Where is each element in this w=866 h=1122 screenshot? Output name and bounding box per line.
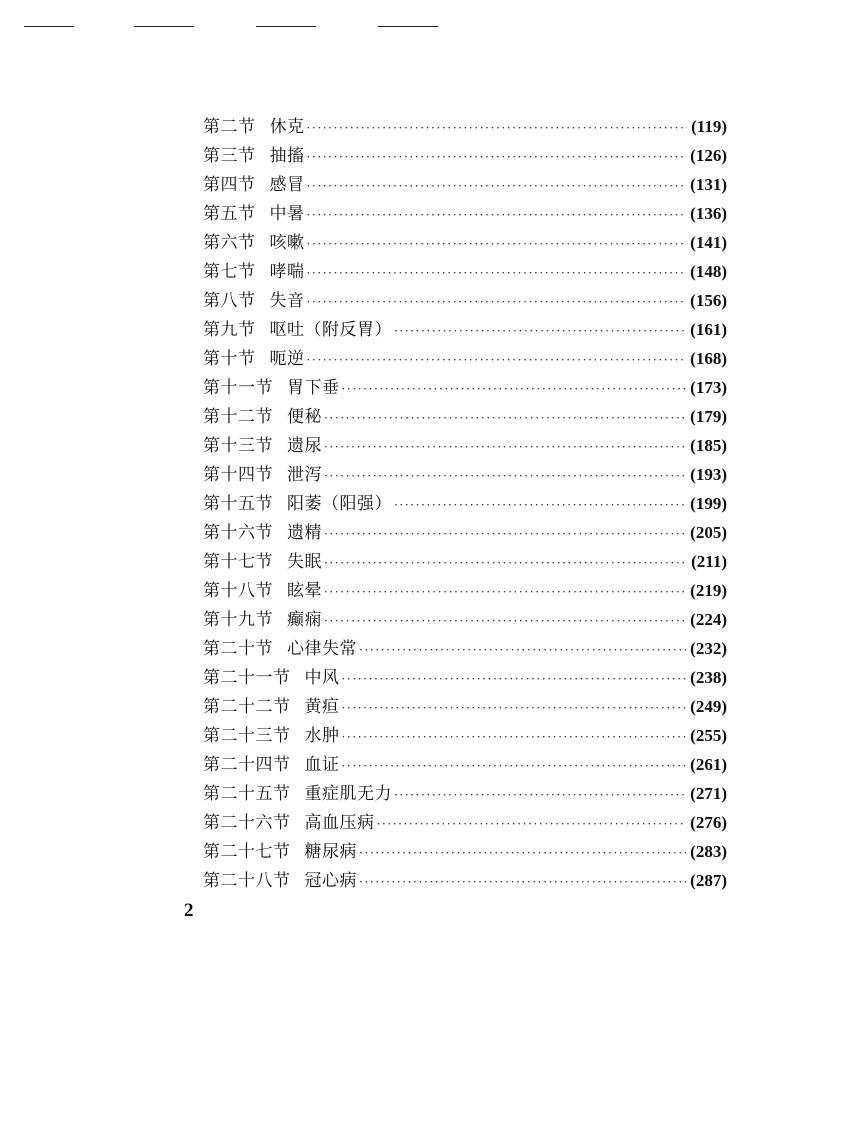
toc-dot-leader [394, 317, 686, 346]
toc-entry-title: 黄疸 [304, 697, 340, 717]
toc-page-number: (185) [690, 436, 727, 455]
toc-section-label: 第二十一节 [203, 668, 291, 688]
toc-entry-title: 感冒 [269, 175, 305, 195]
toc-page-number: (276) [690, 813, 727, 832]
toc-dot-leader [342, 375, 687, 404]
toc-entry-title: 胃下垂 [287, 378, 340, 398]
toc-entry-title: 咳嗽 [269, 233, 305, 253]
toc-entry [203, 721, 727, 750]
toc-section-label: 第二十四节 [203, 755, 291, 775]
toc-section-label: 第十节 [203, 349, 256, 369]
toc-dot-leader [324, 520, 686, 549]
toc-entry-title: 呕吐（附反胃） [269, 320, 392, 340]
toc-dot-leader [307, 259, 687, 288]
toc-entry [203, 634, 727, 663]
toc-page-number: (205) [690, 523, 727, 542]
toc-section-label: 第三节 [203, 146, 256, 166]
toc-section-label: 第十二节 [203, 407, 273, 427]
toc-section-label: 第二十二节 [203, 697, 291, 717]
toc-entry-title: 重症肌无力 [304, 784, 392, 804]
page-number: 2 [184, 900, 194, 921]
header-rule-1 [24, 26, 74, 27]
toc-section-label: 第二节 [203, 117, 256, 137]
toc-dot-leader [394, 491, 686, 520]
toc-entry [203, 199, 727, 228]
toc-entry [203, 402, 727, 431]
toc-dot-leader [377, 810, 687, 839]
toc-page-number: (261) [690, 755, 727, 774]
toc-entry-title: 抽搐 [269, 146, 305, 166]
toc-entry [203, 808, 727, 837]
toc-section-label: 第四节 [203, 175, 256, 195]
toc-entry [203, 866, 727, 895]
toc-dot-leader [359, 636, 686, 665]
toc-section-label: 第十四节 [203, 465, 273, 485]
toc-entry [203, 170, 727, 199]
toc-section-label: 第二十六节 [203, 813, 291, 833]
toc-section-label: 第二十节 [203, 639, 273, 659]
toc-dot-leader [324, 607, 686, 636]
toc-section-label: 第七节 [203, 262, 256, 282]
toc-page-number: (255) [690, 726, 727, 745]
toc-dot-leader [324, 404, 686, 433]
table-of-contents [203, 112, 727, 895]
toc-entry [203, 257, 727, 286]
toc-section-label: 第二十八节 [203, 871, 291, 891]
toc-dot-leader [307, 288, 687, 317]
toc-section-label: 第二十五节 [203, 784, 291, 804]
toc-entry-title: 高血压病 [304, 813, 375, 833]
toc-dot-leader [342, 752, 687, 781]
toc-dot-leader [359, 839, 686, 868]
toc-page-number: (126) [690, 146, 727, 165]
toc-entry [203, 663, 727, 692]
toc-entry-title: 眩晕 [287, 581, 322, 601]
toc-page-number: (283) [690, 842, 727, 861]
toc-entry-title: 中风 [304, 668, 340, 688]
toc-page-number: (141) [690, 233, 727, 252]
toc-section-label: 第十三节 [203, 436, 273, 456]
toc-page-number: (199) [690, 494, 727, 513]
toc-entry [203, 692, 727, 721]
toc-section-label: 第二十三节 [203, 726, 291, 746]
toc-entry-title: 遗尿 [287, 436, 322, 456]
toc-entry [203, 750, 727, 779]
toc-entry-title: 血证 [304, 755, 340, 775]
toc-entry-title: 失音 [269, 291, 305, 311]
toc-entry-title: 阳萎（阳强） [287, 494, 392, 514]
toc-entry [203, 547, 727, 576]
toc-page-number: (136) [690, 204, 727, 223]
toc-entry-title: 泄泻 [287, 465, 322, 485]
toc-page-number: (219) [690, 581, 727, 600]
toc-dot-leader [307, 201, 687, 230]
toc-dot-leader [324, 549, 687, 578]
toc-dot-leader [359, 868, 686, 897]
toc-page-number: (168) [690, 349, 727, 368]
toc-entry [203, 489, 727, 518]
header-rule-2 [134, 26, 194, 27]
toc-dot-leader [307, 346, 687, 375]
toc-entry [203, 779, 727, 808]
toc-section-label: 第十八节 [203, 581, 273, 601]
toc-dot-leader [307, 114, 688, 143]
toc-dot-leader [342, 723, 687, 752]
toc-section-label: 第五节 [203, 204, 256, 224]
toc-entry [203, 228, 727, 257]
header-rule-4 [378, 26, 438, 27]
toc-entry-title: 呃逆 [269, 349, 305, 369]
toc-section-label: 第八节 [203, 291, 256, 311]
toc-entry-title: 糖尿病 [304, 842, 357, 862]
toc-page-number: (161) [690, 320, 727, 339]
toc-entry [203, 837, 727, 866]
toc-entry-title: 遗精 [287, 523, 322, 543]
toc-dot-leader [324, 433, 686, 462]
toc-dot-leader [324, 462, 686, 491]
toc-dot-leader [342, 694, 687, 723]
toc-page-number: (173) [690, 378, 727, 397]
toc-page-number: (148) [690, 262, 727, 281]
toc-entry [203, 518, 727, 547]
toc-page-number: (131) [690, 175, 727, 194]
toc-entry [203, 112, 727, 141]
toc-section-label: 第十一节 [203, 378, 273, 398]
toc-page-number: (249) [690, 697, 727, 716]
toc-entry-title: 便秘 [287, 407, 322, 427]
toc-dot-leader [307, 143, 687, 172]
toc-page-number: (224) [690, 610, 727, 629]
toc-dot-leader [307, 230, 687, 259]
toc-page-number: (156) [690, 291, 727, 310]
toc-dot-leader [342, 665, 687, 694]
toc-section-label: 第十六节 [203, 523, 273, 543]
toc-entry-title: 癫痫 [287, 610, 322, 630]
toc-dot-leader [394, 781, 686, 810]
toc-page-number: (179) [690, 407, 727, 426]
toc-entry [203, 344, 727, 373]
toc-page-number: (232) [690, 639, 727, 658]
toc-page-number: (193) [690, 465, 727, 484]
toc-entry [203, 431, 727, 460]
toc-entry [203, 315, 727, 344]
toc-page-number: (287) [690, 871, 727, 890]
toc-entry-title: 失眠 [287, 552, 322, 572]
toc-entry-title: 冠心病 [304, 871, 357, 891]
toc-entry [203, 141, 727, 170]
toc-dot-leader [307, 172, 687, 201]
toc-entry-title: 中暑 [269, 204, 305, 224]
toc-entry [203, 576, 727, 605]
toc-dot-leader [324, 578, 686, 607]
toc-section-label: 第十九节 [203, 610, 273, 630]
toc-entry-title: 休克 [269, 117, 305, 137]
toc-section-label: 第二十七节 [203, 842, 291, 862]
toc-page-number: (211) [691, 552, 727, 571]
toc-entry-title: 水肿 [304, 726, 340, 746]
toc-section-label: 第十七节 [203, 552, 273, 572]
toc-entry [203, 460, 727, 489]
toc-page-number: (238) [690, 668, 727, 687]
toc-section-label: 第十五节 [203, 494, 273, 514]
toc-page-number: (119) [691, 117, 727, 136]
toc-entry [203, 605, 727, 634]
toc-entry-title: 哮喘 [269, 262, 305, 282]
toc-section-label: 第九节 [203, 320, 256, 340]
toc-section-label: 第六节 [203, 233, 256, 253]
toc-entry [203, 373, 727, 402]
toc-entry [203, 286, 727, 315]
toc-entry-title: 心律失常 [287, 639, 357, 659]
toc-page-number: (271) [690, 784, 727, 803]
header-rule-3 [256, 26, 316, 27]
